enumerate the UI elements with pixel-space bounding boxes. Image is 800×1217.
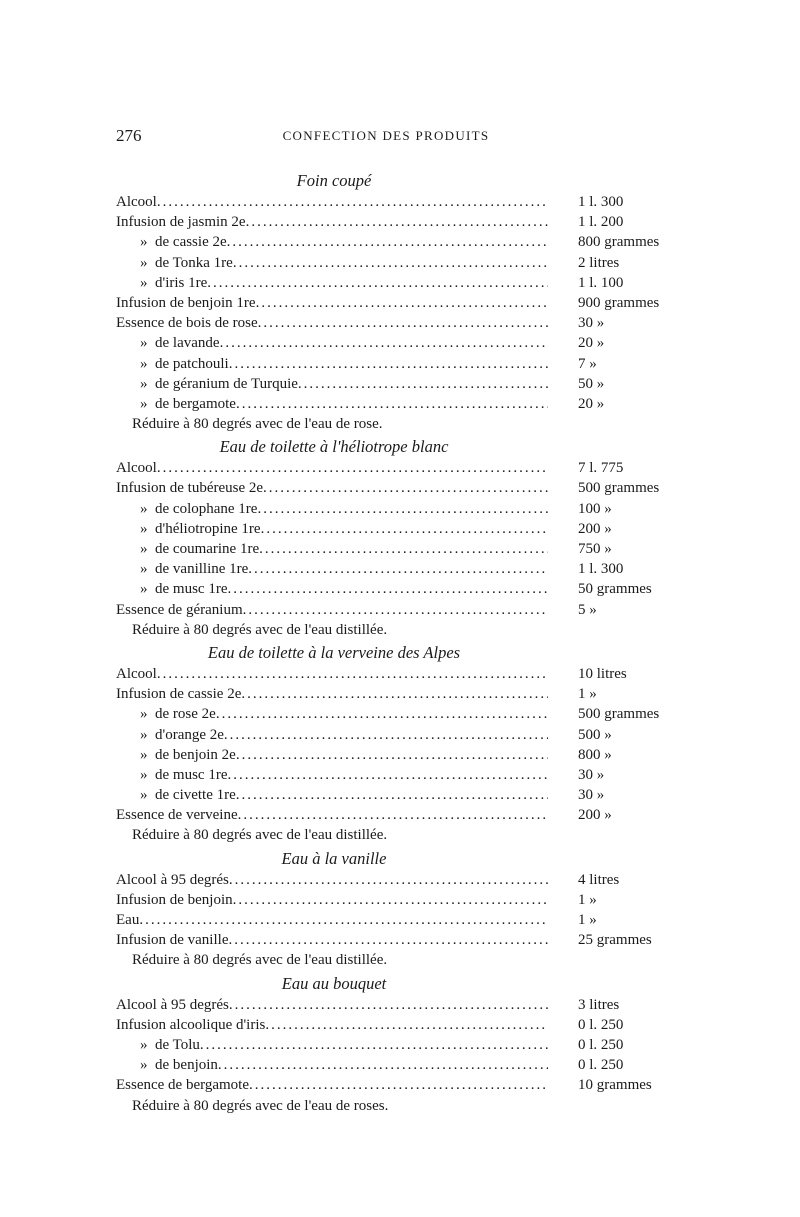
ditto-mark: » <box>140 1036 148 1053</box>
ingredient-row <box>116 785 676 805</box>
ingredient-row <box>116 600 676 620</box>
recipe-block <box>116 436 676 640</box>
page-header <box>116 126 656 150</box>
ingredient-name: Infusion de benjoin <box>116 891 233 908</box>
dot-leader <box>200 1035 548 1055</box>
ditto-mark: » <box>140 746 148 763</box>
ingredient-name: de rose 2e <box>155 706 216 723</box>
ditto-mark: » <box>140 355 148 372</box>
ditto-mark: » <box>140 541 148 557</box>
recipe-title: Foin coupé <box>296 171 372 190</box>
ditto-mark: » <box>140 375 148 392</box>
ingredient-row <box>116 1055 676 1075</box>
recipe-title: Eau de toilette à la verveine des Alpes <box>207 642 461 662</box>
ingredient-row <box>116 1035 676 1055</box>
ingredient-quantity: 1 » <box>578 912 597 928</box>
ingredient-quantity: 7 l. 775 <box>578 460 624 477</box>
ingredient-quantity: 200 » <box>578 807 612 824</box>
ingredient-name: de benjoin <box>155 1057 218 1074</box>
ditto-mark: » <box>140 254 148 271</box>
dot-leader <box>220 333 548 353</box>
ingredient-name: de bergamote <box>155 395 236 412</box>
dot-leader <box>228 930 548 950</box>
dilution-note: Réduire à 80 degrés avec de l'eau distillée. <box>132 827 388 844</box>
ingredient-row <box>116 890 676 910</box>
ingredient-row <box>116 212 676 232</box>
recipe-block <box>116 848 676 971</box>
ingredient-row <box>116 765 676 785</box>
ingredient-row <box>116 519 676 539</box>
ingredient-name: Essence de géranium <box>116 601 243 618</box>
ingredient-row <box>116 559 676 579</box>
dilution-note: Réduire à 80 degrés avec de l'eau distillée. <box>132 621 388 638</box>
ingredient-quantity: 1 l. 300 <box>578 194 624 210</box>
dot-leader <box>216 704 548 724</box>
ditto-mark: » <box>140 234 148 251</box>
ingredient-name: Alcool <box>116 665 157 682</box>
dot-leader <box>139 910 548 930</box>
ingredient-name: de cassie 2e <box>155 234 227 251</box>
ingredient-name: de Tolu <box>155 1036 200 1053</box>
ingredient-quantity: 50 » <box>578 375 605 392</box>
ingredient-row <box>116 725 676 745</box>
running-title: CONFECTION DES PRODUITS <box>282 128 490 143</box>
dot-leader <box>241 684 548 704</box>
dot-leader <box>157 192 548 212</box>
ingredient-row <box>116 354 676 374</box>
dilution-note: Réduire à 80 degrés avec de l'eau de rose. <box>132 416 383 433</box>
dot-leader <box>258 313 548 333</box>
ingredient-quantity: 0 l. 250 <box>578 1057 624 1074</box>
dot-leader <box>265 1015 548 1035</box>
ingredient-name: Alcool <box>116 194 157 210</box>
ingredient-name: Infusion de tubéreuse 2e <box>116 480 264 497</box>
ingredient-quantity: 20 » <box>578 335 605 352</box>
dot-leader <box>157 458 548 478</box>
dot-leader <box>207 273 548 293</box>
recipe-title: Eau de toilette à l'héliotrope blanc <box>219 437 449 457</box>
ingredient-name: Infusion alcoolique d'iris <box>116 1016 266 1033</box>
ingredient-quantity: 4 litres <box>578 871 620 888</box>
ingredient-name: de coumarine 1re <box>155 541 260 557</box>
ingredient-row <box>116 1075 676 1095</box>
dot-leader <box>256 293 548 313</box>
ingredient-quantity: 750 » <box>578 541 612 557</box>
ingredient-quantity: 800 » <box>578 746 612 763</box>
ingredient-row <box>116 579 676 599</box>
ingredient-row <box>116 273 676 293</box>
ingredient-row <box>116 458 676 478</box>
ingredient-quantity: 30 » <box>578 766 605 783</box>
ingredient-quantity: 900 grammes <box>578 294 660 311</box>
ingredient-quantity: 10 litres <box>578 665 627 682</box>
dot-leader <box>227 765 548 785</box>
ingredient-name: d'orange 2e <box>155 726 224 743</box>
ditto-mark: » <box>140 766 148 783</box>
ingredient-name: Eau <box>116 912 140 928</box>
ingredient-quantity: 25 grammes <box>578 932 652 949</box>
ingredient-quantity: 0 l. 250 <box>578 1016 624 1033</box>
ingredient-quantity: 50 grammes <box>578 581 652 598</box>
ingredient-name: d'iris 1re <box>155 274 208 291</box>
ingredient-row <box>116 478 676 498</box>
ingredient-row <box>116 995 676 1015</box>
ingredient-name: de colophane 1re <box>155 500 258 517</box>
dilution-note: Réduire à 80 degrés avec de l'eau de roses. <box>132 1097 389 1114</box>
recipe-block <box>116 973 676 1116</box>
ingredient-row <box>116 664 676 684</box>
ingredient-row <box>116 805 676 825</box>
ingredient-name: de musc 1re <box>155 766 228 783</box>
ingredient-name: d'héliotropine 1re <box>155 520 261 537</box>
dot-leader <box>238 805 548 825</box>
ingredient-row <box>116 293 676 313</box>
dot-leader <box>246 212 548 232</box>
ingredient-quantity: 100 » <box>578 500 612 517</box>
recipe-list <box>116 170 676 1118</box>
dot-leader <box>249 1075 548 1095</box>
dot-leader <box>243 600 548 620</box>
ingredient-quantity: 10 grammes <box>578 1077 652 1094</box>
ingredient-name: Infusion de jasmin 2e <box>116 214 246 231</box>
ingredient-row <box>116 1015 676 1035</box>
ditto-mark: » <box>140 1057 148 1074</box>
ingredient-row <box>116 684 676 704</box>
ingredient-quantity: 200 » <box>578 520 612 537</box>
ingredient-row <box>116 704 676 724</box>
ingredient-row <box>116 374 676 394</box>
ingredient-name: Alcool à 95 degrés <box>116 996 229 1013</box>
ingredient-quantity: 800 grammes <box>578 234 660 251</box>
ingredient-quantity: 1 l. 100 <box>578 274 624 291</box>
ingredient-row <box>116 333 676 353</box>
ingredient-row <box>116 313 676 333</box>
dot-leader <box>229 354 548 374</box>
dot-leader <box>227 579 548 599</box>
dot-leader <box>218 1055 548 1075</box>
ingredient-quantity: 30 » <box>578 787 605 804</box>
ingredient-quantity: 500 grammes <box>578 480 660 497</box>
ingredient-row <box>116 192 676 212</box>
ingredient-name: Essence de bois de rose <box>116 315 258 332</box>
ingredient-quantity: 0 l. 250 <box>578 1036 624 1053</box>
ingredient-name: de musc 1re <box>155 581 228 598</box>
ingredient-name: de géranium de Turquie <box>155 375 298 392</box>
dot-leader <box>224 725 548 745</box>
dot-leader <box>257 499 548 519</box>
ingredient-row <box>116 232 676 252</box>
recipe-title: Eau à la vanille <box>281 848 387 868</box>
dot-leader <box>233 890 548 910</box>
ditto-mark: » <box>140 500 148 517</box>
dot-leader <box>227 232 548 252</box>
ingredient-name: Essence de verveine <box>116 807 238 824</box>
recipe-title: Eau au bouquet <box>281 973 387 993</box>
page-number: 276 <box>116 126 142 145</box>
ingredient-name: de Tonka 1re <box>155 254 233 271</box>
ingredient-name: Infusion de cassie 2e <box>116 686 242 703</box>
ingredient-name: de benjoin 2e <box>155 746 236 763</box>
ingredient-name: Infusion de benjoin 1re <box>116 294 256 311</box>
ingredient-row <box>116 394 676 414</box>
recipe-block <box>116 642 676 846</box>
ditto-mark: » <box>140 561 148 578</box>
dot-leader <box>157 664 548 684</box>
dot-leader <box>259 539 548 559</box>
ingredient-quantity: 30 » <box>578 315 605 332</box>
ingredient-row <box>116 870 676 890</box>
ingredient-name: Essence de bergamote <box>116 1077 250 1094</box>
ingredient-row <box>116 930 676 950</box>
ingredient-name: Infusion de vanille <box>116 932 229 949</box>
ingredient-quantity: 500 grammes <box>578 706 660 723</box>
dot-leader <box>236 745 548 765</box>
ditto-mark: » <box>140 581 148 598</box>
ingredient-row <box>116 539 676 559</box>
ditto-mark: » <box>140 395 148 412</box>
ditto-mark: » <box>140 706 148 723</box>
ingredient-name: de civette 1re <box>155 787 236 804</box>
ditto-mark: » <box>140 726 148 743</box>
ingredient-quantity: 1 l. 300 <box>578 561 624 578</box>
ingredient-row <box>116 910 676 930</box>
ditto-mark: » <box>140 520 148 537</box>
ingredient-quantity: 1 » <box>578 891 597 908</box>
dot-leader <box>263 478 548 498</box>
recipe-block <box>116 170 676 434</box>
ingredient-quantity: 5 » <box>578 601 597 618</box>
ingredient-quantity: 3 litres <box>578 996 620 1013</box>
dot-leader <box>298 374 548 394</box>
dilution-note: Réduire à 80 degrés avec de l'eau distillée. <box>132 952 388 969</box>
dot-leader <box>229 870 548 890</box>
ingredient-name: Alcool <box>116 460 157 477</box>
ingredient-row <box>116 253 676 273</box>
dot-leader <box>236 394 548 414</box>
dot-leader <box>236 785 548 805</box>
dot-leader <box>248 559 548 579</box>
ingredient-quantity: 1 l. 200 <box>578 214 624 231</box>
ingredient-name: de lavande <box>155 335 220 352</box>
ditto-mark: » <box>140 274 148 291</box>
ingredient-quantity: 2 litres <box>578 254 620 271</box>
ditto-mark: » <box>140 787 148 804</box>
ingredient-row <box>116 499 676 519</box>
ingredient-name: de patchouli <box>155 355 229 372</box>
ingredient-row <box>116 745 676 765</box>
ingredient-quantity: 1 » <box>578 686 597 703</box>
ingredient-quantity: 20 » <box>578 395 605 412</box>
dot-leader <box>261 519 548 539</box>
ingredient-name: Alcool à 95 degrés <box>116 871 229 888</box>
ditto-mark: » <box>140 335 148 352</box>
dot-leader <box>229 995 548 1015</box>
ingredient-quantity: 7 » <box>578 355 597 372</box>
dot-leader <box>233 253 548 273</box>
ingredient-name: de vanilline 1re <box>155 561 249 578</box>
ingredient-quantity: 500 » <box>578 726 612 743</box>
